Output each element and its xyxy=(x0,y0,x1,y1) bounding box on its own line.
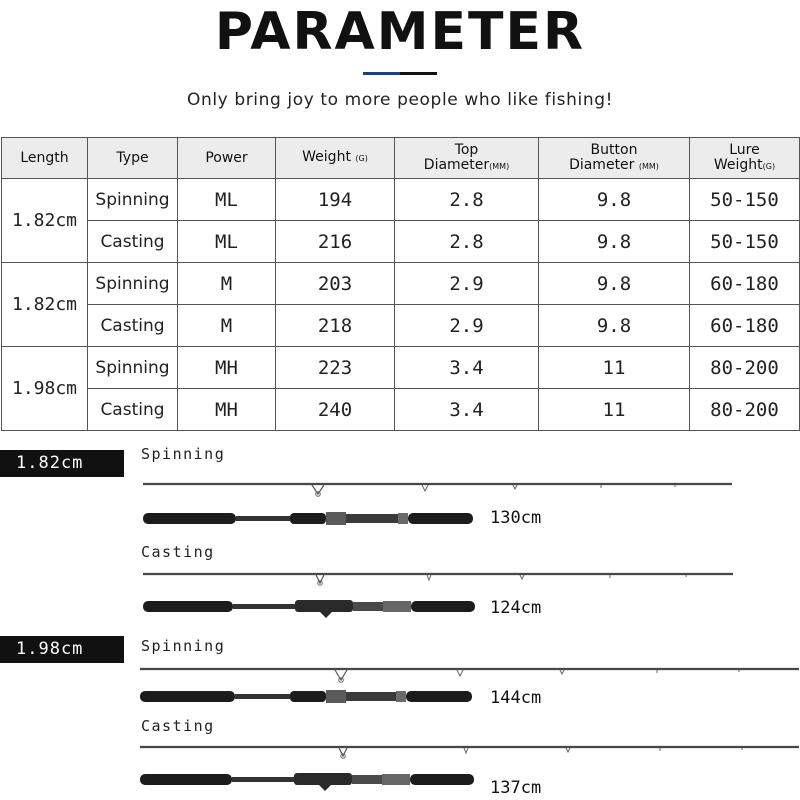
header-button-diameter: Button Diameter (MM) xyxy=(539,138,690,179)
cell-button-diameter: 9.8 xyxy=(539,263,690,305)
cell-button-diameter: 9.8 xyxy=(539,305,690,347)
rod-type-label: Casting xyxy=(141,543,215,561)
rod-type-label: Spinning xyxy=(141,445,226,463)
page-title: PARAMETER xyxy=(214,2,586,62)
cell-weight: 240 xyxy=(276,389,395,431)
cell-type: Spinning xyxy=(88,347,178,389)
rod-length-label: 137cm xyxy=(490,778,542,798)
table-header-row xyxy=(2,138,800,179)
cell-length: 1.82cm xyxy=(2,179,88,263)
cell-top-diameter: 2.8 xyxy=(395,221,539,263)
cell-button-diameter: 9.8 xyxy=(539,179,690,221)
page-subtitle: Only bring joy to more people who like fishing! xyxy=(186,90,613,110)
casting-rod-illustration xyxy=(0,737,800,800)
header-lure-weight: Lure Weight(G) xyxy=(690,138,800,179)
cell-power: M xyxy=(178,305,276,347)
cell-lure-weight: 80-200 xyxy=(690,389,800,431)
spinning-rod-illustration xyxy=(0,658,800,718)
cell-lure-weight: 60-180 xyxy=(690,263,800,305)
length-badge: 1.98cm xyxy=(0,636,124,663)
rod-length-label: 130cm xyxy=(490,508,542,528)
casting-rod-illustration xyxy=(0,563,800,623)
cell-length: 1.82cm xyxy=(2,263,88,347)
table-row xyxy=(2,179,800,221)
cell-power: M xyxy=(178,263,276,305)
header-top-diameter: Top Diameter(MM) xyxy=(395,138,539,179)
header-type: Type xyxy=(88,138,178,179)
cell-type: Spinning xyxy=(88,179,178,221)
cell-lure-weight: 60-180 xyxy=(690,305,800,347)
cell-power: MH xyxy=(178,347,276,389)
cell-type: Casting xyxy=(88,305,178,347)
cell-weight: 203 xyxy=(276,263,395,305)
cell-top-diameter: 2.9 xyxy=(395,305,539,347)
cell-length: 1.98cm xyxy=(2,347,88,431)
title-underline-black xyxy=(400,72,437,75)
table-row xyxy=(2,263,800,305)
cell-power: ML xyxy=(178,179,276,221)
parameter-table xyxy=(1,137,800,431)
cell-power: MH xyxy=(178,389,276,431)
table-row xyxy=(2,305,800,347)
header-weight: Weight (G) xyxy=(276,138,395,179)
cell-type: Spinning xyxy=(88,263,178,305)
cell-weight: 223 xyxy=(276,347,395,389)
cell-weight: 218 xyxy=(276,305,395,347)
cell-top-diameter: 3.4 xyxy=(395,347,539,389)
cell-top-diameter: 2.8 xyxy=(395,179,539,221)
spinning-rod-illustration xyxy=(0,472,800,532)
cell-lure-weight: 50-150 xyxy=(690,179,800,221)
cell-top-diameter: 3.4 xyxy=(395,389,539,431)
cell-type: Casting xyxy=(88,221,178,263)
table-row xyxy=(2,389,800,431)
cell-top-diameter: 2.9 xyxy=(395,263,539,305)
header-power: Power xyxy=(178,138,276,179)
cell-lure-weight: 80-200 xyxy=(690,347,800,389)
cell-button-diameter: 11 xyxy=(539,347,690,389)
cell-power: ML xyxy=(178,221,276,263)
rod-type-label: Casting xyxy=(141,717,215,735)
title-underline xyxy=(363,72,437,75)
cell-type: Casting xyxy=(88,389,178,431)
cell-button-diameter: 11 xyxy=(539,389,690,431)
rod-length-label: 124cm xyxy=(490,598,542,618)
rod-length-label: 144cm xyxy=(490,688,542,708)
table-row xyxy=(2,221,800,263)
cell-lure-weight: 50-150 xyxy=(690,221,800,263)
table-row xyxy=(2,347,800,389)
length-badge: 1.82cm xyxy=(0,450,124,477)
rod-type-label: Spinning xyxy=(141,637,226,655)
cell-weight: 194 xyxy=(276,179,395,221)
header-length: Length xyxy=(2,138,88,179)
title-underline-blue xyxy=(363,72,400,75)
cell-button-diameter: 9.8 xyxy=(539,221,690,263)
cell-weight: 216 xyxy=(276,221,395,263)
